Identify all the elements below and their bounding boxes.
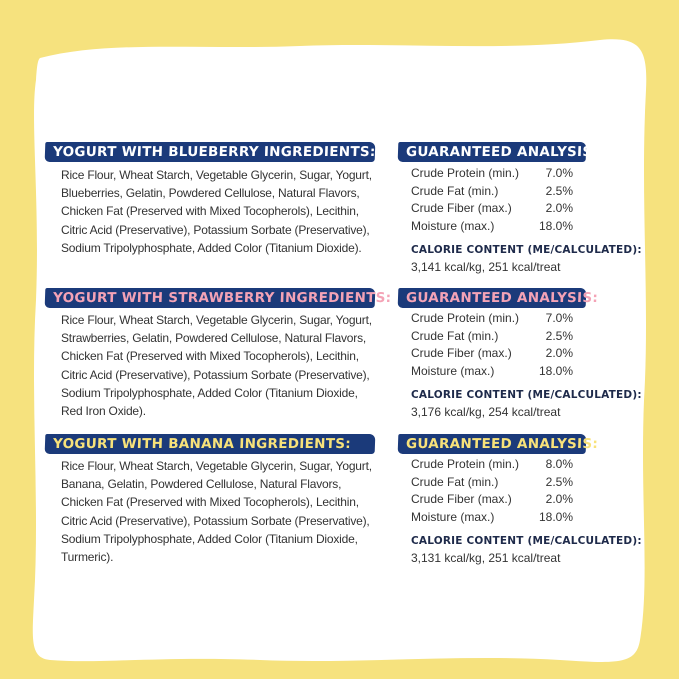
ingredients-text: Rice Flour, Wheat Starch, Vegetable Glycerin, Sugar, Yogurt, Strawberries, Gelatin, Powdered Cellulose, Natural Flavors, Chicken Fat (Preserved with Mixed Tocopherols), Lecithin, Citric Acid (Preservative), Potassium Sorbate (Preservative), Sodium Tripolyphosphate, Added Color (Titanium Dioxide, Red Iron Oxide).	[61, 313, 372, 419]
analysis-table	[411, 165, 581, 235]
analysis-row	[411, 509, 581, 527]
analysis-value: 7.0%	[545, 311, 573, 325]
analysis-value: 8.0%	[545, 457, 573, 471]
calorie-title: CALORIE CONTENT (ME/CALCULATED):	[411, 244, 642, 256]
analysis-name: Moisture (max.)	[411, 218, 495, 233]
analysis-table	[411, 456, 581, 526]
analysis-value: 18.0%	[538, 218, 573, 233]
analysis-name: Crude Protein (min.)	[411, 457, 520, 471]
ingredients-banner: YOGURT WITH BANANA INGREDIENTS:	[45, 434, 376, 454]
analysis-row	[411, 474, 581, 492]
analysis-row	[411, 456, 581, 474]
analysis-value: 2.5%	[545, 474, 573, 489]
analysis-value: 2.0%	[545, 492, 573, 506]
analysis-value: 7.0%	[545, 166, 573, 180]
calorie-value: 3,141 kcal/kg, 251 kcal/treat	[411, 260, 561, 274]
analysis-row	[411, 165, 581, 183]
analysis-name: Moisture (max.)	[411, 363, 495, 378]
analysis-name: Crude Fat (min.)	[411, 474, 499, 489]
analysis-value: 2.0%	[545, 201, 573, 215]
analysis-row	[411, 218, 581, 236]
analysis-banner: GUARANTEED ANALYSIS:	[398, 434, 587, 454]
ingredients-banner: YOGURT WITH BLUEBERRY INGREDIENTS:	[45, 142, 376, 162]
analysis-row	[411, 328, 581, 346]
calorie-title: CALORIE CONTENT (ME/CALCULATED):	[411, 535, 642, 547]
ingredients-text: Rice Flour, Wheat Starch, Vegetable Glycerin, Sugar, Yogurt, Blueberries, Gelatin, Powdered Cellulose, Natural Flavors, Chicken Fat (Preserved with Mixed Tocopherols), Lecithin, Citric Acid (Preservative), Potassium Sorbate (Preservative), Sodium Tripolyphosphate, Added Color (Titanium Dioxide).	[61, 168, 372, 255]
analysis-name: Moisture (max.)	[411, 509, 495, 524]
analysis-banner: GUARANTEED ANALYSIS:	[398, 142, 587, 162]
calorie-value: 3,176 kcal/kg, 254 kcal/treat	[411, 405, 561, 419]
ingredients-banner: YOGURT WITH STRAWBERRY INGREDIENTS:	[45, 288, 376, 308]
ingredients-text: Rice Flour, Wheat Starch, Vegetable Glycerin, Sugar, Yogurt, Banana, Gelatin, Powdered Cellulose, Natural Flavors, Chicken Fat (Preserved with Mixed Tocopherols), Lecithin, Citric Acid (Preservative), Potassium Sorbate (Preservative), Sodium Tripolyphosphate, Added Color (Titanium Dioxide, Turmeric).	[61, 459, 372, 565]
analysis-name: Crude Fat (min.)	[411, 328, 499, 343]
analysis-value: 2.5%	[545, 183, 573, 198]
analysis-row	[411, 183, 581, 201]
analysis-table	[411, 310, 581, 380]
analysis-name: Crude Fiber (max.)	[411, 346, 512, 360]
analysis-name: Crude Fiber (max.)	[411, 201, 512, 215]
calorie-title: CALORIE CONTENT (ME/CALCULATED):	[411, 389, 642, 401]
analysis-row	[411, 310, 581, 328]
analysis-value: 18.0%	[538, 363, 573, 378]
analysis-value: 18.0%	[538, 509, 573, 524]
analysis-name: Crude Protein (min.)	[411, 311, 520, 325]
analysis-row	[411, 491, 581, 509]
analysis-row	[411, 363, 581, 381]
analysis-row	[411, 200, 581, 218]
analysis-row	[411, 345, 581, 363]
calorie-value: 3,131 kcal/kg, 251 kcal/treat	[411, 551, 561, 565]
analysis-name: Crude Fiber (max.)	[411, 492, 512, 506]
analysis-name: Crude Protein (min.)	[411, 166, 520, 180]
analysis-banner: GUARANTEED ANALYSIS:	[398, 288, 587, 308]
analysis-value: 2.5%	[545, 328, 573, 343]
analysis-name: Crude Fat (min.)	[411, 183, 499, 198]
analysis-value: 2.0%	[545, 346, 573, 360]
